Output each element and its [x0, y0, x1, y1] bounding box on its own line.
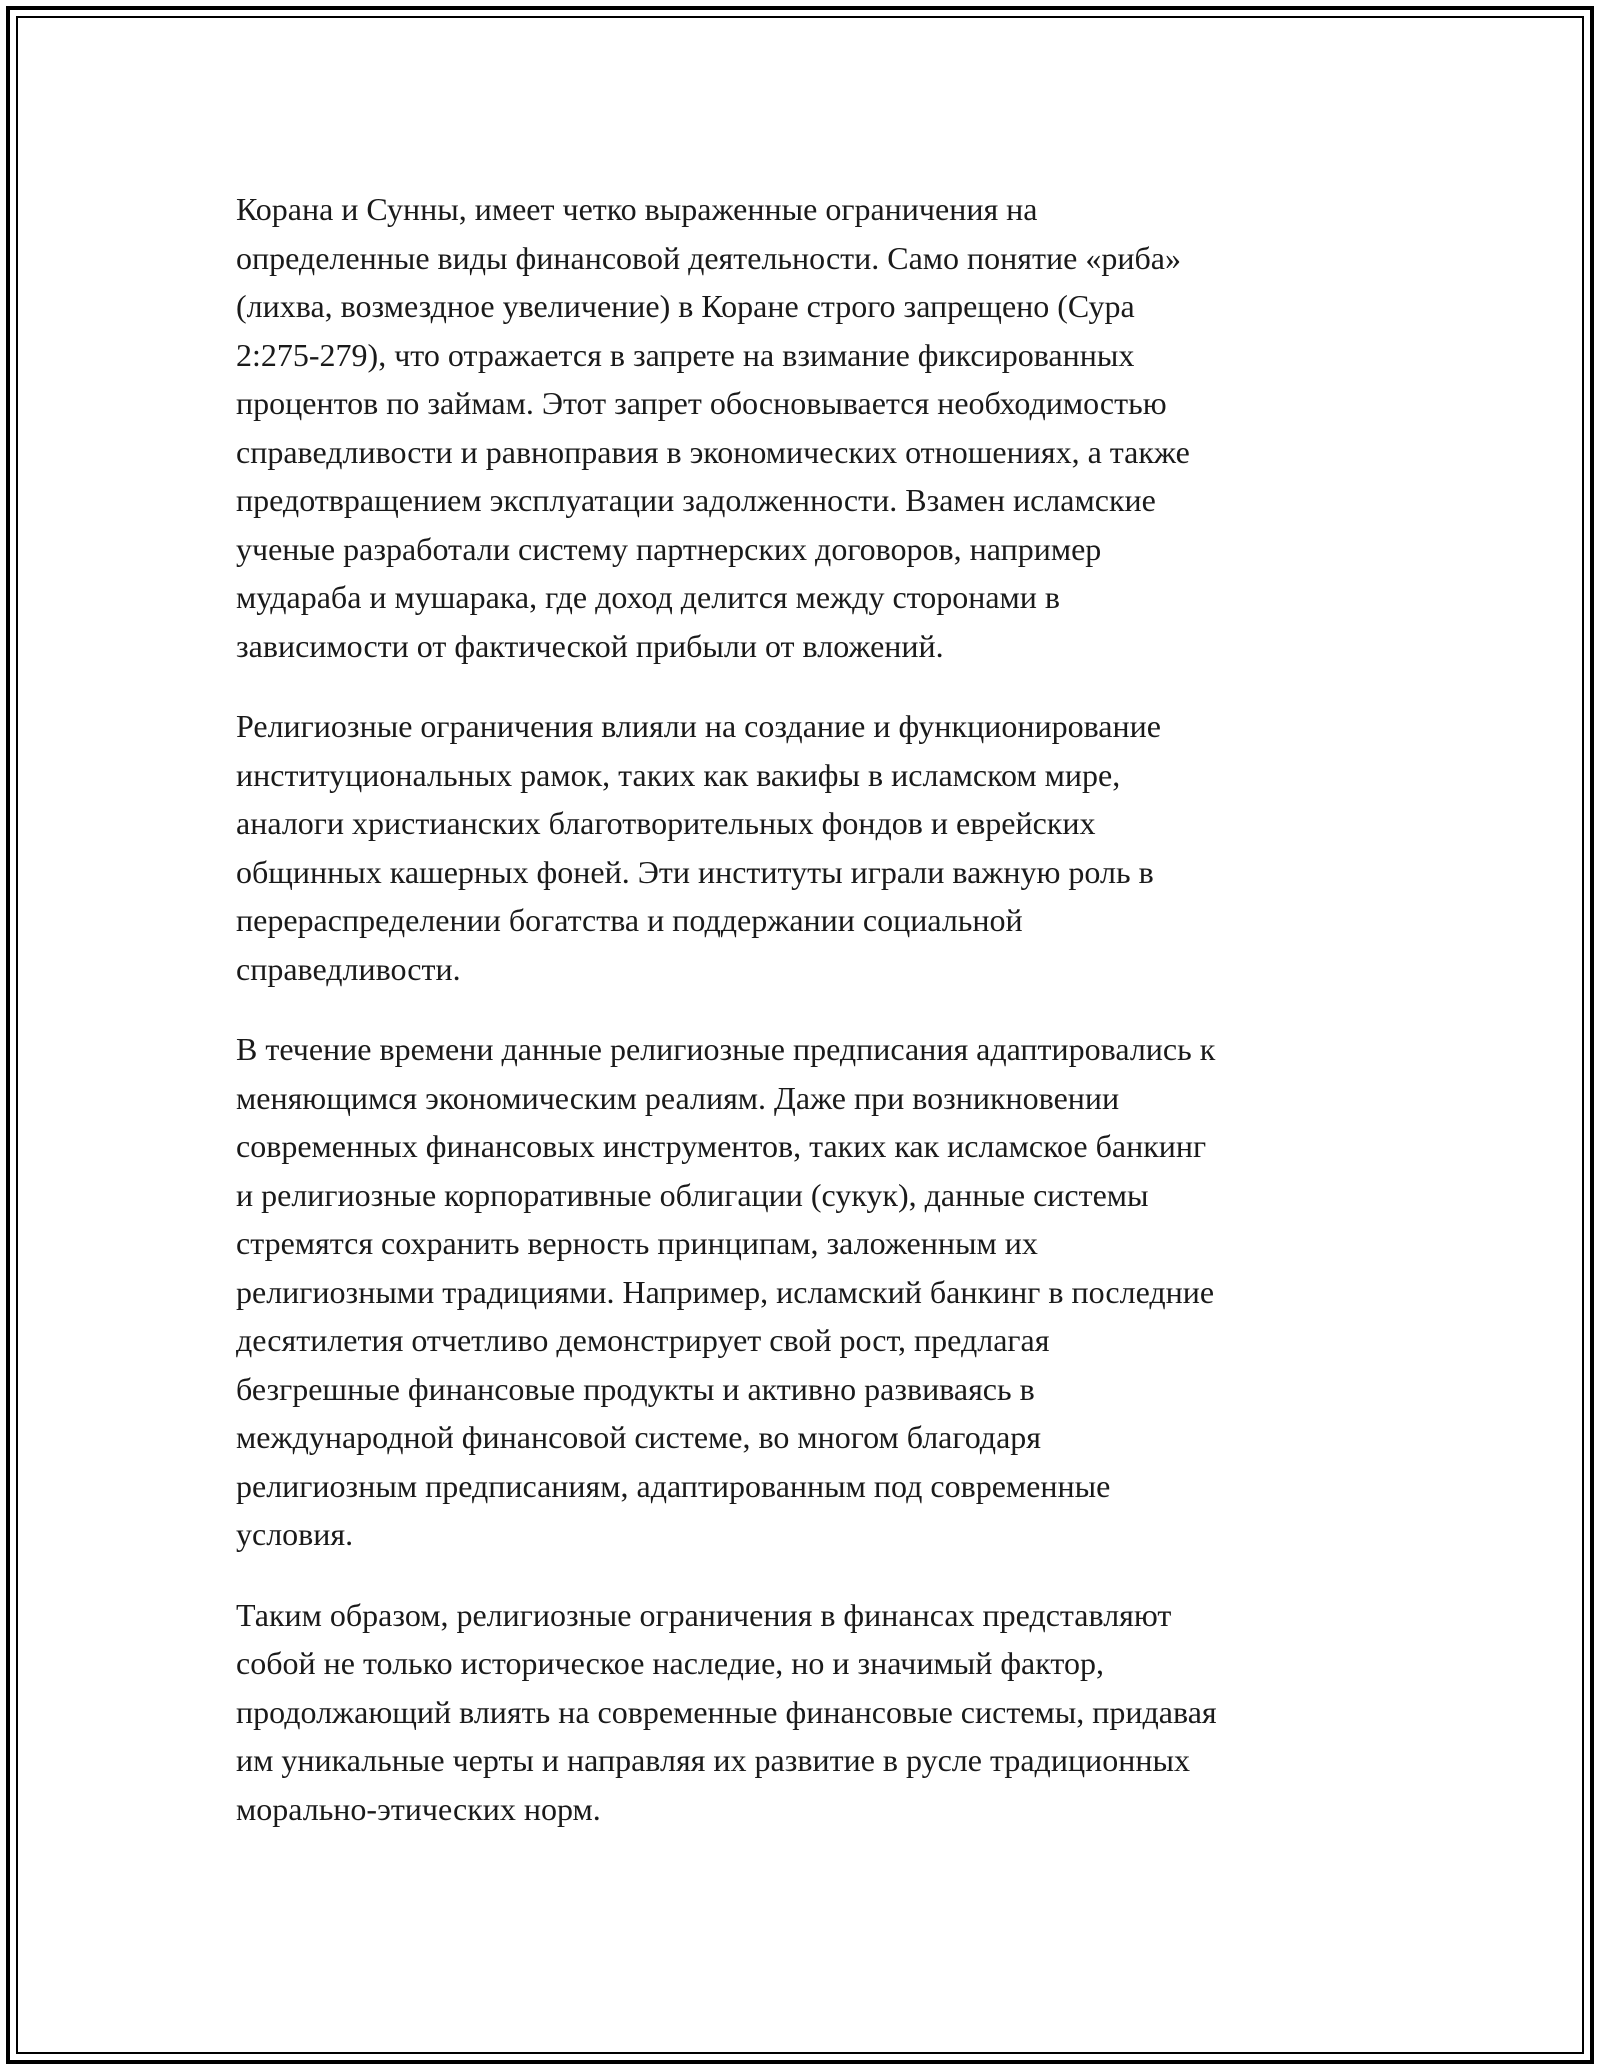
text-line: 2:275-279), что отражается в запрете на взимание фиксированных — [236, 336, 1135, 373]
paragraph-4 — [236, 1591, 1376, 1834]
text-line: перераспределении богатства и поддержании социальной — [236, 902, 1023, 938]
text-line: стремятся сохранить верность принципам, заложенным их — [236, 1225, 1038, 1261]
text-line: религиозными традициями. Например, исламский банкинг в последние — [236, 1273, 1215, 1310]
text-line: мудараба и мушарака, где доход делится между сторонами в — [236, 579, 1061, 615]
text-line: современных финансовых инструментов, таких как исламское банкинг — [236, 1128, 1207, 1164]
text-line: условия. — [236, 1516, 354, 1552]
text-line: собой не только историческое наследие, но и значимый фактор, — [236, 1645, 1104, 1681]
text-line: Религиозные ограничения влияли на создание и функционирование — [236, 708, 1161, 744]
text-line: продолжающий влиять на современные финансовые системы, придавая — [236, 1693, 1217, 1730]
text-line: справедливости и равноправия в экономических отношениях, а также — [236, 433, 1190, 470]
paragraph-3 — [236, 1025, 1376, 1559]
text-line: им уникальные черты и направляя их развитие в русле традиционных — [236, 1742, 1190, 1778]
text-line: (лихва, возмездное увеличение) в Коране строго запрещено (Сура — [236, 288, 1135, 324]
text-line: Корана и Сунны, имеет четко выраженные ограничения на — [236, 191, 1038, 227]
text-line: десятилетия отчетливо демонстрирует свой рост, предлагая — [236, 1322, 1050, 1358]
text-line: аналоги христианских благотворительных фондов и еврейских — [236, 805, 1096, 841]
paragraph-1 — [236, 185, 1376, 670]
text-line: морально-этических норм. — [236, 1790, 601, 1827]
text-line: определенные виды финансовой деятельности. Само понятие «риба» — [236, 239, 1181, 276]
text-line: религиозным предписаниям, адаптированным под современные — [236, 1467, 1111, 1504]
text-line: ученые разработали систему партнерских договоров, например — [236, 530, 1102, 567]
text-line: справедливости. — [236, 950, 461, 987]
text-line: безгрешные финансовые продукты и активно развиваясь в — [236, 1370, 1035, 1407]
text-line: меняющимся экономическим реалиям. Даже при возникновении — [236, 1079, 1120, 1116]
text-line: процентов по займам. Этот запрет обосновывается необходимостью — [236, 385, 1167, 421]
document-body — [236, 185, 1376, 1865]
text-line: международной финансовой системе, во многом благодаря — [236, 1419, 1041, 1455]
text-line: зависимости от фактической прибыли от вложений. — [236, 627, 944, 664]
text-line: и религиозные корпоративные облигации (сукук), данные системы — [236, 1176, 1149, 1213]
paragraph-2 — [236, 702, 1376, 993]
text-line: общинных кашерных фоней. Эти институты играли важную роль в — [236, 853, 1154, 890]
text-line: предотвращением эксплуатации задолженности. Взамен исламские — [236, 482, 1156, 518]
text-line: Таким образом, религиозные ограничения в финансах представляют — [236, 1596, 1172, 1633]
text-line: В течение времени данные религиозные предписания адаптировались к — [236, 1031, 1216, 1067]
text-line: институциональных рамок, таких как вакифы в исламском мире, — [236, 756, 1121, 793]
